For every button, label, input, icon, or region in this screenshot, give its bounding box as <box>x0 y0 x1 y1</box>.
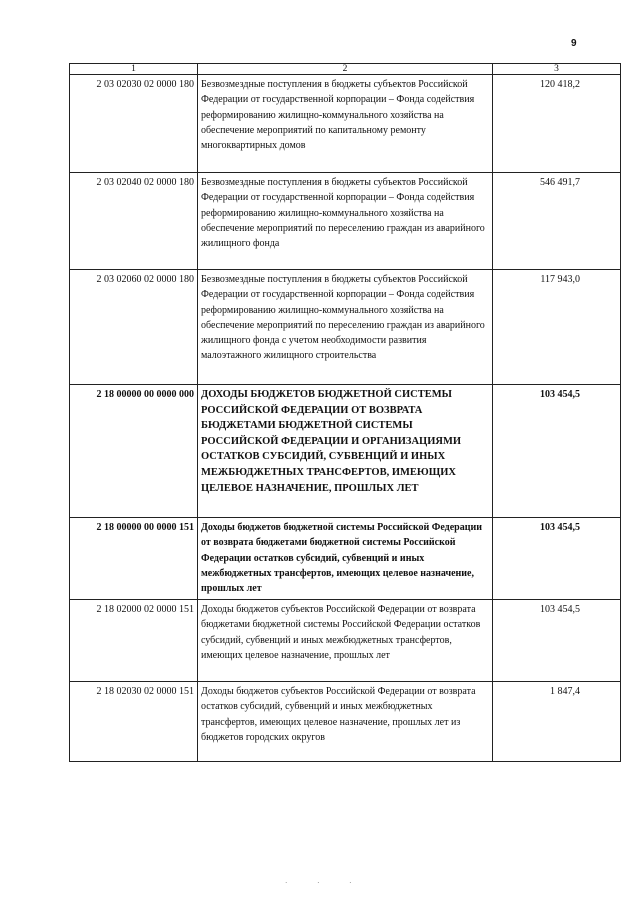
description-cell: Безвозмездные поступления в бюджеты субъектов Российской Федерации от государственной корпорации – Фонда содействия реформированию жилищно-коммунального хозяйства на обеспечение мероприятий по капитальному ремонту многоквартирных домов <box>198 75 493 173</box>
column-header-2: 2 <box>198 64 493 75</box>
description-cell: Доходы бюджетов бюджетной системы Российской Федерации от возврата бюджетами бюджетной системы Российской Федерации остатков субсидий, субвенций и иных межбюджетных трансфертов, имеющих целевое назначение, прошлых лет <box>198 518 493 600</box>
budget-code-cell: 2 18 02030 02 0000 151 <box>70 682 198 762</box>
budget-code-cell: 2 18 02000 02 0000 151 <box>70 600 198 682</box>
table-row <box>70 385 621 518</box>
amount-cell: 103 454,5 <box>493 518 621 600</box>
description-cell: Доходы бюджетов субъектов Российской Федерации от возврата бюджетами бюджетной системы Российской Федерации остатков субсидий, субвенций и иных межбюджетных трансфертов, имеющих целевое назначение, прошлых лет <box>198 600 493 682</box>
table-row <box>70 173 621 270</box>
budget-code-cell: 2 18 00000 00 0000 151 <box>70 518 198 600</box>
budget-code-cell: 2 03 02030 02 0000 180 <box>70 75 198 173</box>
description-cell: Безвозмездные поступления в бюджеты субъектов Российской Федерации от государственной корпорации – Фонда содействия реформированию жилищно-коммунального хозяйства на обеспечение мероприятий по переселению граждан из аварийного жилищного фонда <box>198 173 493 270</box>
scan-artifact: · · · <box>285 879 366 887</box>
table-row <box>70 75 621 173</box>
table-row <box>70 270 621 385</box>
amount-cell: 103 454,5 <box>493 600 621 682</box>
amount-cell: 120 418,2 <box>493 75 621 173</box>
column-header-1: 1 <box>70 64 198 75</box>
revenue-table <box>69 63 621 762</box>
table-row <box>70 518 621 600</box>
budget-code-cell: 2 18 00000 00 0000 000 <box>70 385 198 518</box>
budget-code-cell: 2 03 02040 02 0000 180 <box>70 173 198 270</box>
amount-cell: 1 847,4 <box>493 682 621 762</box>
amount-cell: 546 491,7 <box>493 173 621 270</box>
table-header-row <box>70 64 621 75</box>
description-cell: Безвозмездные поступления в бюджеты субъектов Российской Федерации от государственной корпорации – Фонда содействия реформированию жилищно-коммунального хозяйства на обеспечение мероприятий по переселению граждан из аварийного жилищного фонда с учетом необходимости развития малоэтажного жилищного строительства <box>198 270 493 385</box>
table-row <box>70 600 621 682</box>
table-row <box>70 682 621 762</box>
description-cell: ДОХОДЫ БЮДЖЕТОВ БЮДЖЕТНОЙ СИСТЕМЫ РОССИЙСКОЙ ФЕДЕРАЦИИ ОТ ВОЗВРАТА БЮДЖЕТАМИ БЮДЖЕТНОЙ СИСТЕМЫ РОССИЙСКОЙ ФЕДЕРАЦИИ И ОРГАНИЗАЦИЯМИ ОСТАТКОВ СУБСИДИЙ, СУБВЕНЦИЙ И ИНЫХ МЕЖБЮДЖЕТНЫХ ТРАНСФЕРТОВ, ИМЕЮЩИХ ЦЕЛЕВОЕ НАЗНАЧЕНИЕ, ПРОШЛЫХ ЛЕТ <box>198 385 493 518</box>
amount-cell: 103 454,5 <box>493 385 621 518</box>
amount-cell: 117 943,0 <box>493 270 621 385</box>
budget-code-cell: 2 03 02060 02 0000 180 <box>70 270 198 385</box>
description-cell: Доходы бюджетов субъектов Российской Федерации от возврата остатков субсидий, субвенций и иных межбюджетных трансфертов, имеющих целевое назначение, прошлых лет из бюджетов городских округов <box>198 682 493 762</box>
page-number: 9 <box>571 38 577 49</box>
column-header-3: 3 <box>493 64 621 75</box>
